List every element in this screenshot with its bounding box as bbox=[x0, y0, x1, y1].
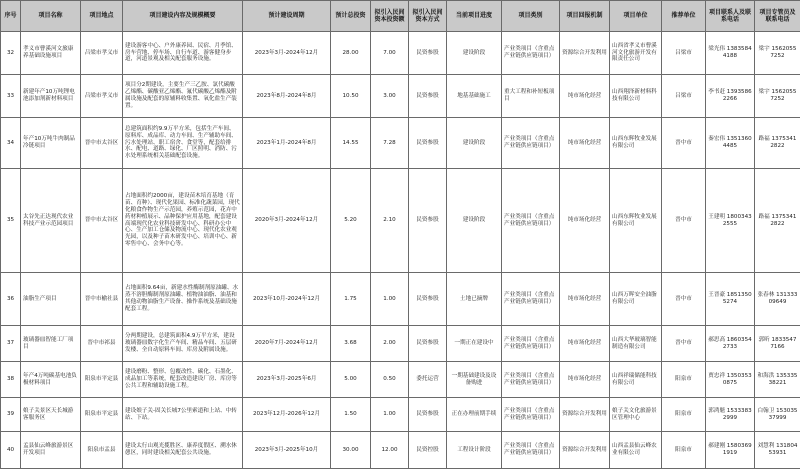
table-cell: 娘子关文化旅游景区管理中心 bbox=[610, 398, 662, 432]
table-cell: 晋中市太谷区 bbox=[81, 169, 123, 273]
table-cell: 晋中市 bbox=[662, 326, 706, 362]
column-header: 拟引入民间资本投资额 bbox=[371, 1, 409, 32]
table-cell: 贾忠祥 13503530875 bbox=[706, 362, 755, 398]
table-cell: 工程设计阶段 bbox=[447, 432, 502, 469]
table-cell: 3.00 bbox=[371, 75, 409, 118]
table-row bbox=[1, 398, 800, 432]
table-cell: 郝思高 18603542733 bbox=[706, 326, 755, 362]
table-cell: 7.00 bbox=[371, 32, 409, 75]
table-cell: 年产4万吨碳基电池负极材料项目 bbox=[21, 362, 81, 398]
table-cell: 山西省孝义市曹溪河文化旅游开发有限责任公司 bbox=[610, 32, 662, 75]
column-header: 预计建设周期 bbox=[243, 1, 331, 32]
table-cell: 32 bbox=[1, 32, 21, 75]
table-cell: 33 bbox=[1, 75, 21, 118]
table-cell: 一期正在建设中 bbox=[447, 326, 502, 362]
table-cell: 新建年产10万吨锂电池添加剂新材料项目 bbox=[21, 75, 81, 118]
table-cell: 路福 13753412822 bbox=[755, 118, 800, 169]
table-cell: 山西大华玻璃智能制造有限公司 bbox=[610, 326, 662, 362]
table-cell: 产业类项目（含重点产业链供应链项目） bbox=[502, 326, 560, 362]
table-cell: 委托运营 bbox=[409, 362, 447, 398]
table-cell: 郝建刚 15803691919 bbox=[706, 432, 755, 469]
table-cell: 2.00 bbox=[371, 326, 409, 362]
table-cell: 建设娘子关-固关长城7公里索道和上站、中转站、下站。 bbox=[123, 398, 243, 432]
table-cell: 梁光伟 13835844188 bbox=[706, 32, 755, 75]
table-cell: 2023年12月-2026年12月 bbox=[243, 398, 331, 432]
table-cell: 郭鸿魁 15333832999 bbox=[706, 398, 755, 432]
table-row bbox=[1, 432, 800, 469]
table-cell: 占地面积9.64亩，新建水性酶制剂原油罐、水蒸不溶胆酶制剂原油罐、植物油油脂、油基和其他动物油脂生产设备、操作系统及基础设施配套工程。 bbox=[123, 273, 243, 326]
table-cell: 2020年3月-2024年12月 bbox=[243, 169, 331, 273]
column-header: 项目回报机制 bbox=[560, 1, 610, 32]
table-cell: 35 bbox=[1, 169, 21, 273]
table-cell: 民资参股 bbox=[409, 75, 447, 118]
table-cell: 吕梁市孝义市 bbox=[81, 75, 123, 118]
table-cell: 占地面积约2000亩，建设苗木培育基地（育苗、育种）、现代化果园、标准化蔬菜园，现代化粮食作物生产示范园，养殖示范园，花卉中药材种植展示、品种保护应用基地，配套建设高端现代化农业科技研发中心、科研办公中心、生产加工仓储及物流中心、现代化农业观光园，以及种子苗木研发中心、培训中心、新零售中心、会务中心等。 bbox=[123, 169, 243, 273]
table-cell: 1.00 bbox=[371, 398, 409, 432]
table-cell: 民资参股 bbox=[409, 273, 447, 326]
column-header: 序号 bbox=[1, 1, 21, 32]
table-cell: 2.10 bbox=[371, 169, 409, 273]
table-cell: 建设阶段 bbox=[447, 118, 502, 169]
table-row bbox=[1, 362, 800, 398]
table-cell: 分两期建设，总建筑面积4.9万平方米，建设玻璃器皿数字化生产车间、精品车间、五层研发楼、全自动原料车间、库房及附属设施。 bbox=[123, 326, 243, 362]
table-cell: 2023年3月-2025年6月 bbox=[243, 362, 331, 398]
table-row bbox=[1, 326, 800, 362]
table-cell: 28.00 bbox=[331, 32, 371, 75]
header-row bbox=[1, 1, 800, 32]
table-cell: 项目分2期建设，主要生产三乙胺、氯代碳酸乙烯酯、碳酸亚乙烯酯、氟代碳酸乙烯酯及附属设施及配套的原辅料收集置、氧化盐生产装置。 bbox=[123, 75, 243, 118]
table-cell: 阳泉市平定县 bbox=[81, 398, 123, 432]
table-cell: 太谷先正达现代农业科技产业示范园项目 bbox=[21, 169, 81, 273]
table-cell: 2023年3月-2024年12月 bbox=[243, 32, 331, 75]
table-cell: 白翰卫 15303537999 bbox=[755, 398, 800, 432]
table-cell: 产业类项目（含重点产业链供应链项目） bbox=[502, 32, 560, 75]
table-cell: 一期基础建设及设备购进 bbox=[447, 362, 502, 398]
table-cell: 纯市场化经营 bbox=[560, 118, 610, 169]
table-row bbox=[1, 118, 800, 169]
table-cell: 37 bbox=[1, 326, 21, 362]
table-cell: 14.55 bbox=[331, 118, 371, 169]
column-header: 当前项目进度 bbox=[447, 1, 502, 32]
table-cell: 阳泉市平定县 bbox=[81, 362, 123, 398]
table-cell: 晋中市 bbox=[662, 273, 706, 326]
table-cell: 李书赶 13935862266 bbox=[706, 75, 755, 118]
column-header: 项目联系人及联系电话 bbox=[706, 1, 755, 32]
table-cell: 民资参股 bbox=[409, 326, 447, 362]
table-cell: 资源综合开发利用 bbox=[560, 432, 610, 469]
table-cell: 纯市场化经营 bbox=[560, 326, 610, 362]
table-cell: 2023年8月-2024年8月 bbox=[243, 75, 331, 118]
table-cell: 阳泉市盂县 bbox=[81, 432, 123, 469]
table-cell: 1.50 bbox=[331, 398, 371, 432]
table-cell: 梁宇 15620557252 bbox=[755, 75, 800, 118]
table-cell: 吕梁市 bbox=[662, 75, 706, 118]
column-header: 项目专管员及联系电话 bbox=[755, 1, 800, 32]
table-cell: 34 bbox=[1, 118, 21, 169]
table-cell: 2020年7月-2024年12月 bbox=[243, 326, 331, 362]
table-cell: 土地已摘牌 bbox=[447, 273, 502, 326]
table-cell: 孝义市曹溪河文旅康养基础设施项目 bbox=[21, 32, 81, 75]
table-cell: 7.28 bbox=[371, 118, 409, 169]
table-cell: 1.75 bbox=[331, 273, 371, 326]
table-cell: 产业类项目（含重点产业链供应链项目） bbox=[502, 273, 560, 326]
table-cell: 晋中市 bbox=[662, 118, 706, 169]
table-cell: 阳泉市 bbox=[662, 432, 706, 469]
table-cell: 纯市场化经营 bbox=[560, 169, 610, 273]
table-cell: 12.00 bbox=[371, 432, 409, 469]
table-cell: 油脂生产项目 bbox=[21, 273, 81, 326]
table-cell: 梁宇 15620557252 bbox=[755, 32, 800, 75]
table-cell: 2023年1月-2024年8月 bbox=[243, 118, 331, 169]
table-cell: 民资参股 bbox=[409, 32, 447, 75]
table-cell: 纯市场化经营 bbox=[560, 362, 610, 398]
table-cell: 年产10万吨牛肉制品冷链项目 bbox=[21, 118, 81, 169]
table-cell: 阳泉市 bbox=[662, 362, 706, 398]
table-cell: 产业类项目（含重点产业链供应链项目） bbox=[502, 118, 560, 169]
table-cell: 路福 13753412822 bbox=[755, 169, 800, 273]
column-header: 拟引入民间资本方式 bbox=[409, 1, 447, 32]
table-cell: 吕梁市孝义市 bbox=[81, 32, 123, 75]
column-header: 项目建设内容及规模概要 bbox=[123, 1, 243, 32]
table-cell: 产业类项目（含重点产业链供应链项目） bbox=[502, 362, 560, 398]
table-cell: 产业类项目（含重点产业链供应链项目） bbox=[502, 398, 560, 432]
column-header: 项目类别 bbox=[502, 1, 560, 32]
table-cell: 纯市场化经营 bbox=[560, 273, 610, 326]
table-row bbox=[1, 169, 800, 273]
table-cell: 张春林 13133309649 bbox=[755, 273, 800, 326]
table-cell: 纯市场化经营 bbox=[560, 75, 610, 118]
table-cell: 产业类项目（含重点产业链供应链项目） bbox=[502, 169, 560, 273]
table-cell: 重大工程和补短板项目 bbox=[502, 75, 560, 118]
table-cell: 建设太行山观光揽胜区、康养度假区、溯水休憩区，同时建设相关配套公共设施。 bbox=[123, 432, 243, 469]
table-cell: 王晋豪 18513505274 bbox=[706, 273, 755, 326]
table-cell: 总建筑面积约9.9万平方米，包括生产车间、原料库、成品库、动力车间、生产辅助车间、污水处理站、职工宿舍、食堂等，配套给排水、配电、道路、绿化、厂区照明、消防、污水处理系统相关基础配套设施。 bbox=[123, 118, 243, 169]
table-cell: 晋中市祁县 bbox=[81, 326, 123, 362]
column-header: 项目单位 bbox=[610, 1, 662, 32]
table-cell: 建设阶段 bbox=[447, 169, 502, 273]
table-cell: 山西万晖安全油脂有限公司 bbox=[610, 273, 662, 326]
table-cell: 刘慧利 13180453931 bbox=[755, 432, 800, 469]
table-cell: 建设磨粉、整形、包覆改性、碳化、石墨化、成品加工等系统，配套改造建设厂房、库房等公共工程和辅助设施工程。 bbox=[123, 362, 243, 398]
table-cell: 39 bbox=[1, 398, 21, 432]
table-cell: 5.20 bbox=[331, 169, 371, 273]
column-header: 项目名称 bbox=[21, 1, 81, 32]
table-cell: 建设游客中心、户外康养园、民宿、月季馆、房车营地、停车场、自行车道、游客健身步道，河道景观及相关配套服务设施。 bbox=[123, 32, 243, 75]
table-cell: 地基基础施工 bbox=[447, 75, 502, 118]
table-cell: 10.50 bbox=[331, 75, 371, 118]
table-cell: 正在办理前期手续 bbox=[447, 398, 502, 432]
table-cell: 40 bbox=[1, 432, 21, 469]
table-cell: 郭昕 18335477166 bbox=[755, 326, 800, 362]
table-cell: 民资参股 bbox=[409, 398, 447, 432]
table-cell: 民资参股 bbox=[409, 169, 447, 273]
table-cell: 民资控股 bbox=[409, 432, 447, 469]
column-header: 预计总投资 bbox=[331, 1, 371, 32]
table-cell: 孟县仙云峰旅游景区开发项目 bbox=[21, 432, 81, 469]
table-cell: 和海洪 13533538221 bbox=[755, 362, 800, 398]
table-cell: 山西盂县仙云峰农业有限公司 bbox=[610, 432, 662, 469]
table-cell: 山西翔泽新材料科技有限公司 bbox=[610, 75, 662, 118]
column-header: 项目地点 bbox=[81, 1, 123, 32]
table-cell: 产业类项目（含重点产业链供应链项目） bbox=[502, 432, 560, 469]
table-cell: 玻璃器皿智能工厂项目 bbox=[21, 326, 81, 362]
table-cell: 晋中市 bbox=[662, 169, 706, 273]
table-cell: 山西东辉牧业发展有限公司 bbox=[610, 169, 662, 273]
table-cell: 资源综合开发利用 bbox=[560, 398, 610, 432]
table-cell: 1.00 bbox=[371, 273, 409, 326]
table-cell: 民资参股 bbox=[409, 118, 447, 169]
table-cell: 王建明 18003432555 bbox=[706, 169, 755, 273]
table-cell: 山西祥瑞储能科技有限公司 bbox=[610, 362, 662, 398]
table-cell: 建设阶段 bbox=[447, 32, 502, 75]
table-cell: 2023年10月-2024年12月 bbox=[243, 273, 331, 326]
table-cell: 吕梁市 bbox=[662, 32, 706, 75]
table-cell: 2023年3月-2025年10月 bbox=[243, 432, 331, 469]
table-cell: 30.00 bbox=[331, 432, 371, 469]
table-row bbox=[1, 75, 800, 118]
table-cell: 38 bbox=[1, 362, 21, 398]
table-cell: 晋中市太谷区 bbox=[81, 118, 123, 169]
table-cell: 晋中市榆社县 bbox=[81, 273, 123, 326]
table-cell: 阳泉市 bbox=[662, 398, 706, 432]
table-row bbox=[1, 273, 800, 326]
table-cell: 36 bbox=[1, 273, 21, 326]
table-cell: 资源综合开发利用 bbox=[560, 32, 610, 75]
table-row bbox=[1, 32, 800, 75]
column-header: 推荐单位 bbox=[662, 1, 706, 32]
table-cell: 秦宏伟 13513604485 bbox=[706, 118, 755, 169]
table-cell: 0.50 bbox=[371, 362, 409, 398]
table-cell: 山西东辉牧业发展有限公司 bbox=[610, 118, 662, 169]
table-cell: 娘子关景区天长城游客服务区 bbox=[21, 398, 81, 432]
table-cell: 5.00 bbox=[331, 362, 371, 398]
table-cell: 3.68 bbox=[331, 326, 371, 362]
